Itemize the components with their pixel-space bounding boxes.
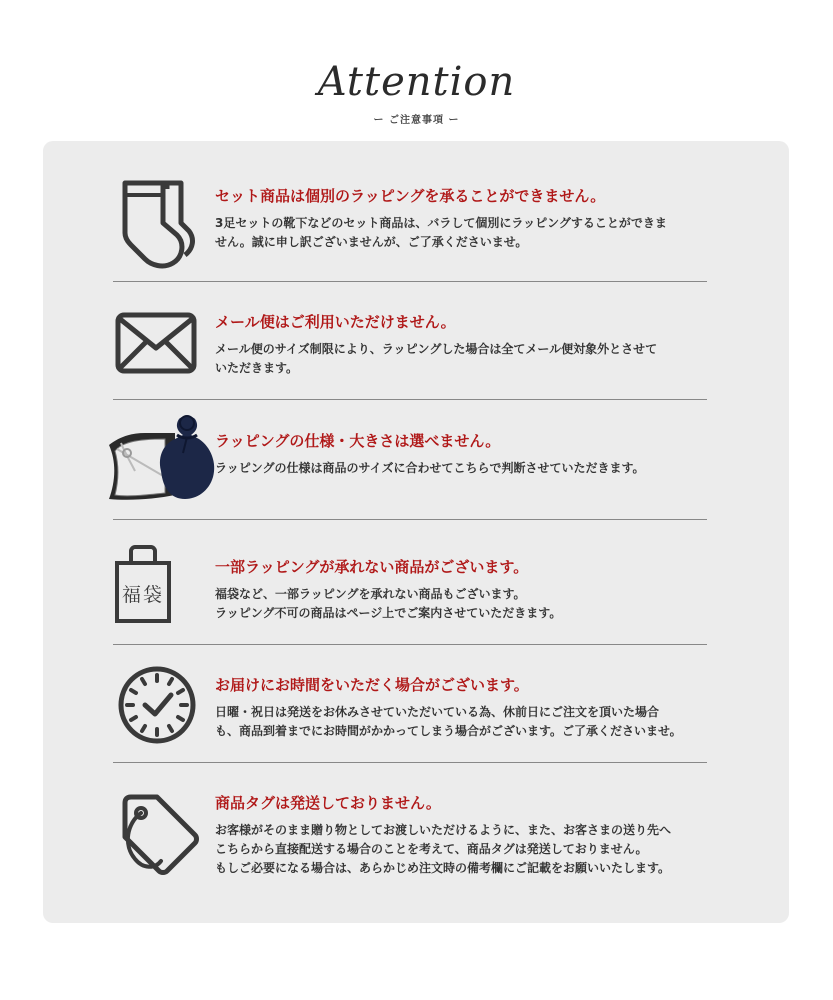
notice-line: もしご必要になる場合は、あらかじめ注文時の備考欄にご記載をお願いいたします。 [215, 861, 671, 875]
lucky-bag-icon [115, 545, 171, 623]
socks-icon [121, 179, 201, 271]
notice-text [215, 312, 735, 378]
gift-wrap-icon [105, 413, 217, 505]
clock-icon [117, 665, 197, 745]
notice-line: いただきます。 [215, 361, 299, 375]
notice-heading: メール便はご利用いただけません。 [215, 313, 456, 331]
notice-line: 日曜・祝日は発送をお休みさせていただいている為、休前日にご注文を頂いた場合 [215, 705, 660, 719]
lucky-bag-label: 福袋 [121, 584, 165, 606]
page-header [0, 58, 833, 128]
notice-heading: お届けにお時間をいただく場合がございます。 [215, 676, 529, 694]
notice-line: ラッピング不可の商品はページ上でご案内させていただきます。 [215, 606, 562, 620]
attention-panel [43, 141, 789, 923]
notice-body [215, 585, 735, 623]
notice-heading: 商品タグは発送しておりません。 [215, 794, 441, 812]
notice-heading: 一部ラッピングが承れない商品がございます。 [215, 558, 529, 576]
divider [113, 399, 707, 400]
notice-body [215, 703, 735, 741]
notice-line: せん。誠に申し訳ございませんが、ご了承くださいませ。 [215, 235, 528, 249]
divider [113, 762, 707, 763]
notice-line: お客様がそのまま贈り物としてお渡しいただけるように、また、お客さまの送り先へ [215, 823, 672, 837]
page-subtitle: ー ご注意事項 ー [373, 115, 460, 126]
envelope-icon [115, 312, 197, 374]
divider [113, 281, 707, 282]
notice-text [215, 431, 735, 478]
notice-line: 3足セットの靴下などのセット商品は、バラして個別にラッピングすることができま [215, 216, 667, 230]
notice-line: 福袋など、一部ラッピングを承れない商品もございます。 [215, 587, 526, 601]
notice-body [215, 214, 735, 252]
notice-text [215, 186, 735, 252]
page-title: Attention [317, 59, 516, 105]
notice-line: も、商品到着までにお時間がかかってしまう場合がございます。ご了承くださいませ。 [215, 724, 682, 738]
notice-body [215, 459, 735, 478]
notice-body [215, 821, 735, 878]
divider [113, 644, 707, 645]
divider [113, 519, 707, 520]
notice-text [215, 675, 735, 741]
notice-body [215, 340, 735, 378]
notice-line: メール便のサイズ制限により、ラッピングした場合は全てメール便対象外とさせて [215, 342, 658, 356]
notice-line: ラッピングの仕様は商品のサイズに合わせてこちらで判断させていただきます。 [215, 461, 645, 475]
notice-heading: セット商品は個別のラッピングを承ることができません。 [215, 187, 606, 205]
notice-text [215, 793, 735, 878]
notice-line: こちらから直接配送する場合のことを考えて、商品タグは発送しておりません。 [215, 842, 648, 856]
notice-heading: ラッピングの仕様・大きさは選べません。 [215, 432, 501, 450]
notice-text [215, 557, 735, 623]
price-tag-icon [117, 793, 199, 875]
